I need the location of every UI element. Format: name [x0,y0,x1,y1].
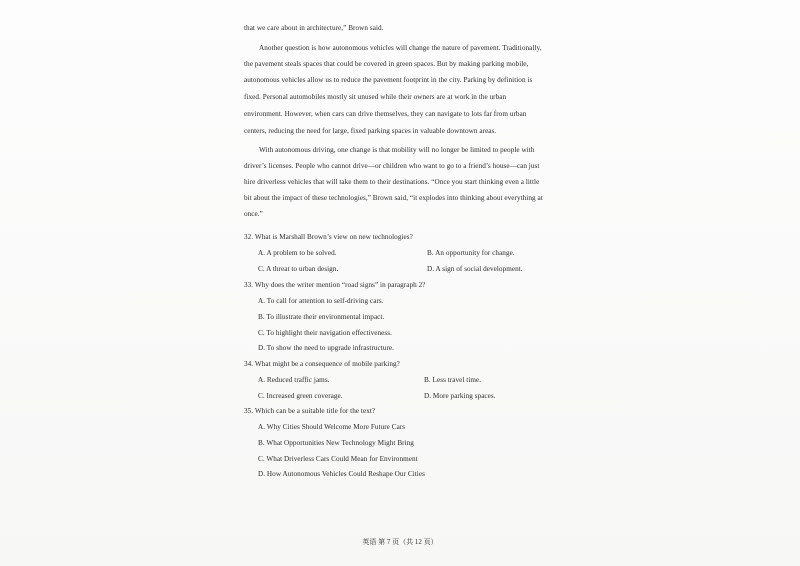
question-34-option-d: D. More parking spaces. [424,392,496,400]
question-32-option-b: B. An opportunity for change. [427,249,515,257]
question-32-option-a: A. A problem to be solved. [258,249,337,257]
passage-paragraph-2-line: fixed. Personal automobiles mostly sit unused while their owners are at work in the urban [244,93,507,101]
question-33-option-d: D. To show the need to upgrade infrastructure. [258,344,394,352]
question-35-option-a: A. Why Cities Should Welcome More Future Cars [258,423,406,431]
passage-paragraph-3-line: hire driverless vehicles that will take them to their destinations. “Once you start thinking even a little [244,178,540,186]
question-34-option-a: A. Reduced traffic jams. [258,376,330,384]
question-32-option-d: D. A sign of social development. [427,265,523,273]
passage-paragraph-3-line: bit about the impact of these technologies,” Brown said, “it explodes into thinking about everything at [244,194,543,202]
question-35-option-c: C. What Driverless Cars Could Mean for Environment [258,455,418,463]
question-33-option-c: C. To highlight their navigation effectiveness. [258,329,392,337]
question-34-option-c: C. Increased green coverage. [258,392,343,400]
passage-paragraph-1-end: that we care about in architecture,” Brown said. [244,24,384,32]
question-35-option-d: D. How Autonomous Vehicles Could Reshape Our Cities [258,470,425,478]
page-footer: 英语 第 7 页（共 12 页） [362,538,438,546]
passage-paragraph-3-line: once.” [244,210,263,218]
question-35-option-b: B. What Opportunities New Technology Might Bring [258,439,414,447]
question-34-stem: 34. What might be a consequence of mobile parking? [244,360,400,368]
question-33-stem: 33. Why does the writer mention “road signs” in paragraph 2? [244,281,426,289]
passage-paragraph-2-line: the pavement steals spaces that could be covered in green spaces. But by making parking mobile, [244,60,529,68]
passage-paragraph-3-line: driver’s licenses. People who cannot drive—or children who want to go to a friend’s house—can just [244,162,540,170]
question-34-option-b: B. Less travel time. [424,376,482,384]
passage-paragraph-2-line: Another question is how autonomous vehicles will change the nature of pavement. Traditionally, [259,44,542,52]
passage-paragraph-2-line: centers, reducing the need for large, fixed parking spaces in valuable downtown areas. [244,127,497,135]
question-33-option-a: A. To call for attention to self-driving cars. [258,297,384,305]
question-32-option-c: C. A threat to urban design. [258,265,339,273]
question-32-stem: 32. What is Marshall Brown’s view on new technologies? [244,233,413,241]
passage-paragraph-2-line: autonomous vehicles allow us to reduce the pavement footprint in the city. Parking by definition is [244,76,533,84]
question-33-option-b: B. To illustrate their environmental impact. [258,313,385,321]
question-35-stem: 35. Which can be a suitable title for the text? [244,407,376,415]
passage-paragraph-2-line: environment. However, when cars can drive themselves, they can navigate to lots far from urban [244,110,527,118]
passage-paragraph-3-line: With autonomous driving, one change is that mobility will no longer be limited to people with [259,146,535,154]
